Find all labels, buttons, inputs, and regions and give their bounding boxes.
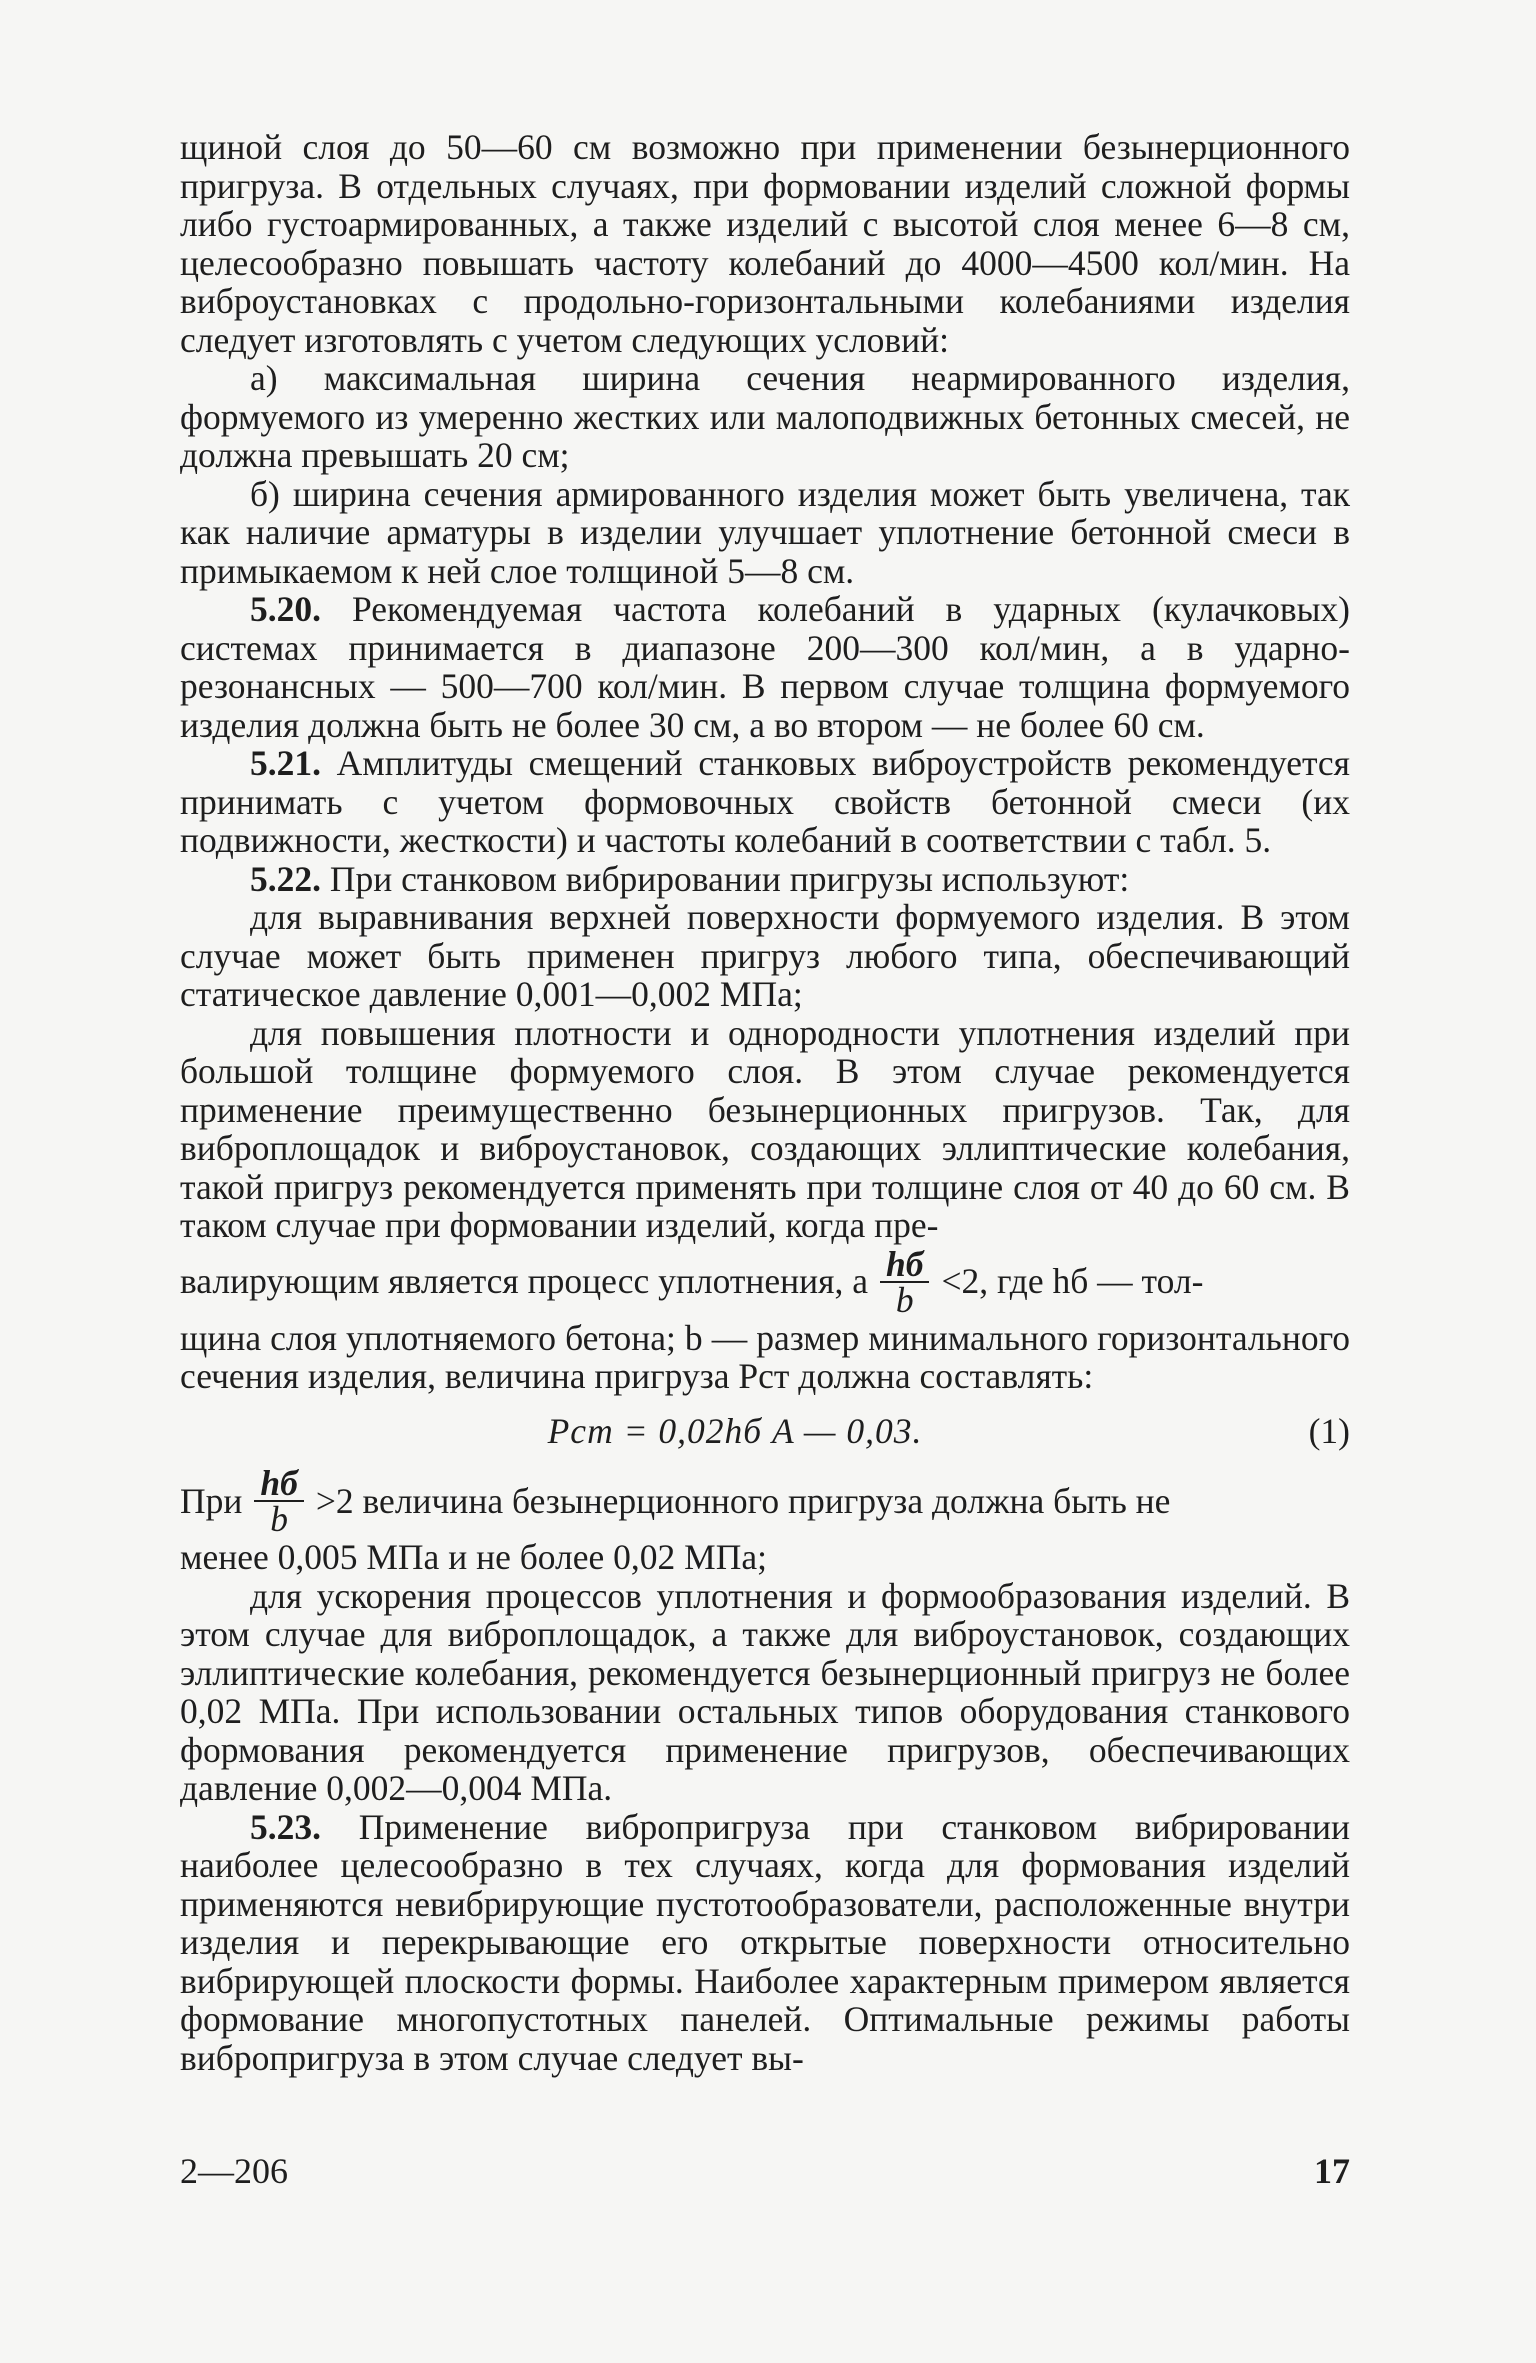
clause-number: 5.23. <box>250 1806 321 1847</box>
paragraph-leveling: для выравнивания верхней поверхности формуемого изделия. В этом случае может быть применен пригруз любого типа, обеспечивающий статическое давление 0,001—0,002 МПа; <box>180 897 1350 1014</box>
ratio-line-tail: <2, где hб — тол- <box>941 1261 1204 1302</box>
fraction-denominator: b <box>270 1499 288 1539</box>
fraction-hb-over-b <box>880 1243 929 1320</box>
clause-text: Рекомендуемая частота колебаний в ударных (кулачковых) системах принимается в диапазоне 200—300 кол/мин, а в ударно-резонансных — 500—700 кол/мин. В первом случае толщина формуемого изделия должна быть не более 30 см, а во втором — не более 60 см. <box>180 589 1351 745</box>
fraction-numerator: hб <box>880 1247 929 1283</box>
fraction-hb-over-b <box>254 1463 303 1539</box>
fraction-numerator: hб <box>254 1466 303 1502</box>
page-number: 17 <box>1314 2151 1350 2191</box>
ratio-line-lead: При <box>180 1480 243 1521</box>
ratio-line-tail: >2 величина безынерционного пригруза должна быть не <box>315 1480 1171 1521</box>
paragraph-5-23 <box>180 1808 1350 2078</box>
signature-mark: 2—206 <box>180 2151 288 2191</box>
paragraph-acceleration: для ускорения процессов уплотнения и формообразования изделий. В этом случае для виброплощадок, а также для виброустановок, создающих эллиптические колебания, рекомендуется безынерционный пригруз не более 0,02 МПа. При использовании остальных типов оборудования станкового формования рекомендуется применение пригрузов, обеспечивающих давление 0,002—0,004 МПа. <box>180 1575 1350 1808</box>
clause-text: Амплитуды смещений станковых виброустройств рекомендуется принимать с учетом формовочных свойств бетонной смеси (их подвижности, жесткости) и частоты колебаний в соответствии с табл. 5. <box>180 743 1351 860</box>
paragraph-condition-b: б) ширина сечения армированного изделия может быть увеличена, так как наличие арматуры в изделии улучшает уплотнение бетонной смеси в примыкаемом к ней слое толщиной 5—8 см. <box>180 473 1350 591</box>
paragraph-definition: щина слоя уплотняемого бетона; b — размер минимального горизонтального сечения изделия, величина пригруза Рст должна составлять: <box>180 1317 1350 1396</box>
paragraph-5-22 <box>180 860 1350 899</box>
paragraph-condition-a: а) максимальная ширина сечения неармированного изделия, формуемого из умеренно жестких или малоподвижных бетонных смесей, не должна превышать 20 см; <box>180 358 1350 475</box>
ratio-line-lead: валирующим является процесс уплотнения, а <box>180 1261 869 1302</box>
paragraph-5-21 <box>180 744 1350 860</box>
page-footer <box>180 2150 1350 2192</box>
ratio-line-2 <box>180 1463 1350 1539</box>
paragraph-continued: щиной слоя до 50—60 см возможно при применении безынерционного пригруза. В отдельных случаях, при формовании изделий сложной формы либо густоармированных, а также изделий с высотой слоя менее 6—8 см, целесообразно повышать частоту колебаний до 4000—4500 кол/мин. На виброустановках с продольно-горизонтальными колебаниями изделия следует изготовлять с учетом следующих условий: <box>180 127 1350 360</box>
clause-number: 5.21. <box>250 743 321 783</box>
paragraph-min-max: менее 0,005 МПа и не более 0,02 МПа; <box>180 1537 767 1577</box>
clause-text: Применение вибропригруза при станковом вибрировании наиболее целесообразно в тех случаях, когда для формования изделий применяются невибрирующие пустотообразователи, расположенные внутри изделия и перекрывающие его открытые поверхности относительно вибрирующей плоскости формы. Наиболее характерным примером является формование многопустотных панелей. Оптимальные режимы работы вибропригруза в этом случае следует вы- <box>180 1806 1350 2078</box>
formula-expression: Рст = 0,02hб A — 0,03. <box>547 1410 923 1451</box>
page-body <box>180 128 1350 2077</box>
paragraph-5-20 <box>180 590 1350 744</box>
clause-text: При станковом вибрировании пригрузы используют: <box>329 858 1130 899</box>
paragraph-density: для повышения плотности и однородности уплотнения изделий при большой толщине формуемого слоя. В этом случае рекомендуется применение преимущественно безынерционных пригрузов. Так, для виброплощадок и виброустановок, создающих эллиптические колебания, такой пригруз рекомендуется применять при толщине слоя от 40 до 60 см. В таком случае при формовании изделий, когда пре- <box>180 1012 1350 1245</box>
formula-number: (1) <box>1308 1410 1350 1451</box>
clause-number: 5.20. <box>250 589 321 629</box>
clause-number: 5.22. <box>250 858 321 899</box>
formula-1 <box>180 1412 1350 1451</box>
ratio-line-1 <box>180 1243 1350 1320</box>
fraction-denominator: b <box>895 1279 914 1320</box>
